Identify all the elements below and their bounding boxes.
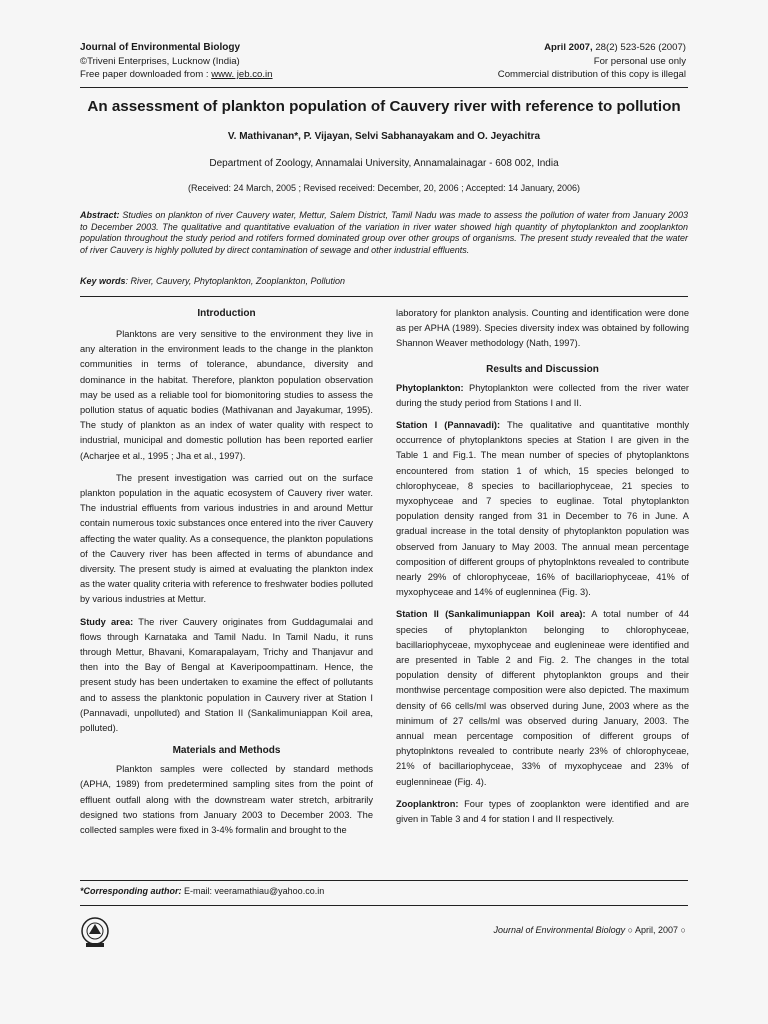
- issue-date: April 2007,: [544, 42, 593, 53]
- journal-logo-icon: [80, 916, 110, 948]
- methods-paragraph: Plankton samples were collected by standard methods (APHA, 1989) from predetermined sampling sites from the point of effluent outfall along with the downstream water stretch, arbitrarily designed two stations from January 2003 to December 2003. The collected samples were fixed in 3-4% formalin and brought to the: [80, 764, 373, 836]
- corresponding-author-label: *Corresponding author:: [80, 886, 182, 896]
- study-area-paragraph: [80, 615, 373, 737]
- footnote-rule: [80, 880, 688, 881]
- received-dates: (Received: 24 March, 2005 ; Revised received: December, 20, 2006 ; Accepted: 14 January, 2006): [187, 183, 581, 193]
- methods-continuation: laboratory for plankton analysis. Counting and identification were done as per APHA (1989). Species diversity index was obtained by following Shannon Weaver methodology (Nath, 1997).: [396, 308, 689, 349]
- footer-journal-name: Journal of Environmental Biology: [493, 925, 626, 935]
- abstract: [80, 210, 688, 256]
- footer-rule: [80, 905, 688, 906]
- introduction-paragraph-2: The present investigation was carried out on the surface plankton population in the aquatic ecosystem of Cauvery river water. The industrial effluents from various industries in and around Mettur contain numerous toxic substances once entered into the river Cauvery affecting the water quality. As a consequence, the plankton populations of the Cauvery river has been affected in terms of abundance and diversity. The present study is aimed at evaluating the plankton index as the water quality criteria with reference to freshwater bodies polluted by various industries at Mettur.: [80, 472, 374, 605]
- header-rule: [80, 87, 688, 88]
- journal-website-link[interactable]: www. jeb.co.in: [211, 69, 273, 80]
- abstract-text: Studies on plankton of river Cauvery water, Mettur, Salem District, Tamil Nadu was made to assess the pollution of water from January 2003 to December 2003. The qualitative and quantitative evaluation of the variation in river water showed high quantity of phytoplankton and zooplankton population throughout the study period and rotifers formed dominated group over other groups of organisms. The present study revealed that the water of river Cauvery is highly polluted by direct contamination of sewage and other industrial effluents.: [80, 210, 688, 255]
- station-1-label: Station I (Pannavadi):: [396, 420, 501, 431]
- phytoplankton-text: Phytoplankton were collected from the river water during the study period from Stations I and II.: [396, 382, 689, 408]
- citation-line: [498, 41, 686, 55]
- download-prefix: Free paper downloaded from :: [80, 69, 212, 80]
- station-1-text: The qualitative and quantitative monthly occurrence of phytoplanktons species at Station I are given in the Table 1 and Fig.1. The mean number of species of phytoplanktons encountered from station 1 of which, 15 species belonged to chlorophyceae, 8 species to bacillariophyceae, 21 species to myxophyceae and 7 species to euglinae. Total phytoplankton population density ranged from 31 in December to 76 in June. A gradual increase in the total density of phytoplankton population was observed from January to May 2003. The annual mean percentage composition of different groups of phytoplnktons revealed to contribute nearly 29% of chlorophyceae, 16% of bacillariophyceae, 41% of myxophyceae and 14% of euglenninea (Fig. 3).: [396, 420, 689, 598]
- station-2-label: Station II (Sankalimuniappan Koil area):: [396, 609, 586, 620]
- journal-name: Journal of Environmental Biology: [80, 42, 241, 53]
- publisher: ©Triveni Enterprises, Lucknow (India): [80, 55, 240, 67]
- zooplankton-label: Zooplanktron:: [396, 798, 459, 809]
- zooplankton-text: Four types of zooplankton were identified and are given in Table 3 and 4 for station I and II respectively.: [396, 798, 689, 825]
- abstract-label: Abstract:: [80, 210, 120, 220]
- personal-use-note: For personal use only: [593, 55, 686, 67]
- commercial-note: Commercial distribution of this copy is illegal: [497, 69, 686, 80]
- phytoplankton-label: Phytoplankton:: [396, 382, 464, 393]
- citation: 28(2) 523-526 (2007): [592, 42, 686, 53]
- keywords-rule: [80, 296, 688, 297]
- study-area-text: The river Cauvery originates from Guddagumalai and flows through Karnataka and Tamil Nadu. In Tamil Nadu, it runs through Mettur, Bhavani, Komarapalayam, Trichy and Thanjavur and then into the Bay of Bengal at Kaveripoompattinam. Hence, the present study has been undertaken to examine the effect of pollutants and to assess the planktonic population in Cauvery river at Station I (Pannavadi, unpolluted) and Station II (Sankalimuniappan Koil area, polluted).: [80, 616, 374, 734]
- introduction-heading: Introduction: [197, 308, 256, 319]
- study-area-label: Study area:: [80, 616, 134, 627]
- methods-heading: Materials and Methods: [172, 745, 281, 757]
- left-column: [80, 306, 373, 845]
- zooplankton-paragraph: [396, 797, 689, 827]
- authors: V. Mathivanan*, P. Vijayan, Selvi Sabhanayakam and O. Jeyachitra: [227, 131, 541, 142]
- paper-title: An assessment of plankton population of Cauvery river with reference to pollution: [87, 98, 681, 115]
- station-2-text: A total number of 44 species of phytoplankton belonging to chlorophyceae, bacillariophyceae, myxophyceae and euglenineae were identified and are presented in Table 2 and Fig. 2. The changes in the total population density of different phytoplankton groups and their monthwise percentage composition were also depicted. The maximum density of 66 cells/ml was observed during June, 2003 where as the minimum of 27 cells/ml was observed during January, 2003. The annual mean percentage composition of different groups of phytoplnktons revealed to contribute nearly 23% of chlorophyceae, 21% of bacillariophyceae, 33% of myxophyceae and 23% of euglennineae (Fig. 4).: [396, 609, 689, 787]
- footer-date: ○ April, 2007 ○: [625, 925, 686, 935]
- results-heading: Results and Discussion: [486, 363, 599, 375]
- keywords-label: Key words: [80, 276, 126, 286]
- header-left: [80, 41, 273, 82]
- right-column: [396, 306, 689, 834]
- introduction-paragraph-1: Planktons are very sensitive to the environment they live in any alteration in the environment leads to the change in the plankton communities in terms of tolerance, abundance, diversity and dominance in the habitat. Therefore, plankton population observation may be used as a reliable tool for biomonitoring studies to assess the pollution status of aquatic bodies (Mathivanan and Jayakumar, 1995). The study of plankton as an index of water quality with respect to industrial, municipal and domestic pollution has been reported earlier (Acharjee et al., 1995 ; Jha et al., 1997).: [80, 329, 373, 461]
- affiliation: Department of Zoology, Annamalai University, Annamalainagar - 608 002, India: [209, 158, 559, 169]
- footer-journal: [494, 925, 686, 935]
- download-line: [80, 68, 273, 82]
- keywords: [80, 276, 688, 286]
- keywords-text: : River, Cauvery, Phytoplankton, Zooplankton, Pollution: [125, 276, 345, 286]
- station-1-paragraph: [396, 418, 689, 600]
- corresponding-author: [80, 886, 324, 896]
- header-right: [498, 41, 686, 82]
- station-2-paragraph: [396, 607, 689, 789]
- phytoplankton-paragraph: [396, 381, 689, 411]
- corresponding-author-email: E-mail: veeramathiau@yahoo.co.in: [181, 886, 325, 896]
